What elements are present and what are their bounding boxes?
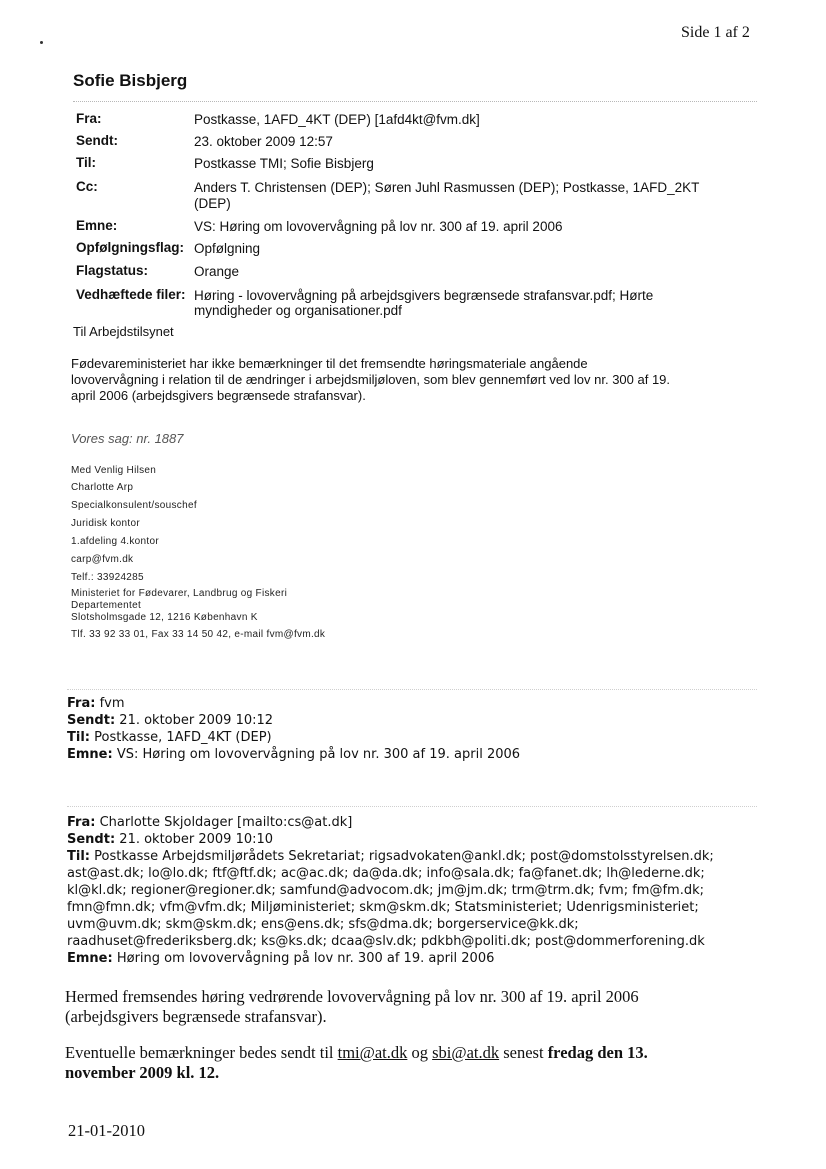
letter-line-3-mid: og	[407, 1043, 433, 1062]
forward-1-fra-label: Fra:	[67, 696, 96, 711]
letter-line-3-post: senest	[499, 1043, 548, 1062]
forward-2-fra-label: Fra:	[67, 815, 96, 830]
cc-label: Cc:	[76, 179, 98, 194]
forward-1-sendt-value: 21. oktober 2009 10:12	[119, 713, 274, 728]
email-link-sbi[interactable]: sbi@at.dk	[432, 1043, 500, 1062]
forward-2-til-line-5: uvm@uvm.dk; skm@skm.dk; ens@ens.dk; sfs@dma.dk; borgerservice@kk.dk;	[67, 917, 579, 932]
forward-2-fra	[67, 814, 352, 831]
signature-office: Juridisk kontor	[71, 518, 140, 529]
forward-2-til-line-4: fmn@fmn.dk; vfm@vfm.dk; Miljøministeriet; skm@skm.dk; Statsministeriet; Udenrigsministeriet;	[67, 900, 699, 915]
body-line-1: Fødevareministeriet har ikke bemærkninger til det fremsendte høringsmateriale angående	[71, 356, 588, 371]
flag-label: Opfølgningsflag:	[76, 240, 184, 255]
forward-1-emne	[67, 746, 520, 763]
forward-2-til-line-3: kl@kl.dk; regioner@regioner.dk; samfund@advocom.dk; jm@jm.dk; trm@trm.dk; fvm; fm@fm.dk;	[67, 883, 704, 898]
sendt-label: Sendt:	[76, 133, 118, 148]
forward-2-sendt	[67, 831, 273, 848]
forward-2-til-label: Til:	[67, 849, 90, 864]
forward-1-til-label: Til:	[67, 730, 90, 745]
letter-deadline-line	[65, 1043, 648, 1063]
deadline-part-2: november 2009 kl. 12.	[65, 1063, 220, 1082]
signature-unit: 1.afdeling 4.kontor	[71, 536, 159, 547]
forward-2-emne-label: Emne:	[67, 951, 113, 966]
letter-line-3-pre: Eventuelle bemærkninger bedes sendt til	[65, 1043, 338, 1062]
sendt-value: 23. oktober 2009 12:57	[194, 134, 333, 149]
forward-2-sendt-label: Sendt:	[67, 832, 116, 847]
sender-name: Sofie Bisbjerg	[73, 71, 188, 90]
attachments-label: Vedhæftede filer:	[76, 287, 186, 302]
forward-2-emne-value: Høring om lovovervågning på lov nr. 300 af 19. april 2006	[116, 951, 495, 966]
forward-1-fra-value: fvm	[99, 696, 125, 711]
signature-name: Charlotte Arp	[71, 482, 134, 493]
salutation: Til Arbejdstilsynet	[73, 324, 174, 339]
signature-address: Slotsholmsgade 12, 1216 København K	[71, 612, 258, 623]
signature-title: Specialkonsulent/souschef	[71, 500, 197, 511]
signature-ministry: Ministeriet for Fødevarer, Landbrug og Fiskeri	[71, 588, 288, 599]
attachments-line-2[interactable]: myndigheder og organisationer.pdf	[194, 303, 402, 318]
forward-2-til	[67, 848, 714, 865]
cc-value-line-2: (DEP)	[194, 196, 231, 211]
letter-line-1: Hermed fremsendes høring vedrørende lovovervågning på lov nr. 300 af 19. april 2006	[65, 987, 639, 1006]
letter-deadline-line-2	[65, 1063, 219, 1083]
signature-phone: Telf.: 33924285	[71, 572, 144, 583]
email-link-tmi[interactable]: tmi@at.dk	[337, 1043, 408, 1062]
signature-greeting: Med Venlig Hilsen	[71, 465, 157, 476]
til-label: Til:	[76, 155, 96, 170]
divider	[67, 689, 757, 690]
flag-status-label: Flagstatus:	[76, 263, 149, 278]
forward-2-til-line-6: raadhuset@frederiksberg.dk; ks@ks.dk; dcaa@slv.dk; pdkbh@politi.dk; post@dommerforening.dk	[67, 934, 705, 949]
forward-2-til-line-1: Postkasse Arbejdsmiljørådets Sekretariat; rigsadvokaten@ankl.dk; post@domstolsstyrelsen.dk;	[94, 849, 714, 864]
forward-2-sendt-value: 21. oktober 2009 10:10	[119, 832, 274, 847]
fra-value: Postkasse, 1AFD_4KT (DEP) [1afd4kt@fvm.dk]	[194, 112, 480, 127]
forward-2-emne	[67, 950, 494, 967]
forward-1-til-value: Postkasse, 1AFD_4KT (DEP)	[94, 730, 272, 745]
divider	[67, 806, 757, 807]
forward-1-fra	[67, 695, 125, 712]
case-reference: Vores sag: nr. 1887	[71, 431, 184, 446]
emne-value: VS: Høring om lovovervågning på lov nr. 300 af 19. april 2006	[194, 219, 563, 234]
flag-status-value: Orange	[194, 264, 240, 279]
divider	[73, 101, 757, 102]
attachments-line-1[interactable]: Høring - lovovervågning på arbejdsgivers begrænsede strafansvar.pdf; Hørte	[194, 288, 654, 303]
forward-1-emne-value: VS: Høring om lovovervågning på lov nr. 300 af 19. april 2006	[116, 747, 521, 762]
signature-email[interactable]: carp@fvm.dk	[71, 554, 134, 565]
page-number: Side 1 af 2	[681, 24, 750, 41]
footer-date: 21-01-2010	[68, 1121, 145, 1140]
emne-label: Emne:	[76, 218, 118, 233]
cc-value-line-1: Anders T. Christensen (DEP); Søren Juhl Rasmussen (DEP); Postkasse, 1AFD_2KT	[194, 180, 700, 195]
fra-label: Fra:	[76, 111, 102, 126]
forward-2-fra-value: Charlotte Skjoldager [mailto:cs@at.dk]	[99, 815, 353, 830]
til-value: Postkasse TMI; Sofie Bisbjerg	[194, 156, 374, 171]
signature-department: Departementet	[71, 600, 142, 611]
forward-1-sendt-label: Sendt:	[67, 713, 116, 728]
deadline-part-1: fredag den 13.	[547, 1043, 648, 1062]
forward-2-til-line-2: ast@ast.dk; lo@lo.dk; ftf@ftf.dk; ac@ac.dk; da@da.dk; info@sala.dk; fa@fanet.dk; lh@lederne.dk;	[67, 866, 705, 881]
flag-value: Opfølgning	[194, 241, 261, 256]
scan-speck	[40, 41, 43, 44]
forward-1-til	[67, 729, 272, 746]
body-line-3: april 2006 (arbejdsgivers begrænsede strafansvar).	[71, 388, 366, 403]
body-line-2: lovovervågning i relation til de ændringer i arbejdsmiljøloven, som blev gennemført ved lov nr. 300 af 19.	[71, 372, 671, 387]
forward-1-emne-label: Emne:	[67, 747, 113, 762]
signature-contact: Tlf. 33 92 33 01, Fax 33 14 50 42, e-mail fvm@fvm.dk	[71, 629, 326, 640]
forward-1-sendt	[67, 712, 273, 729]
letter-line-2: (arbejdsgivers begrænsede strafansvar).	[65, 1007, 327, 1026]
